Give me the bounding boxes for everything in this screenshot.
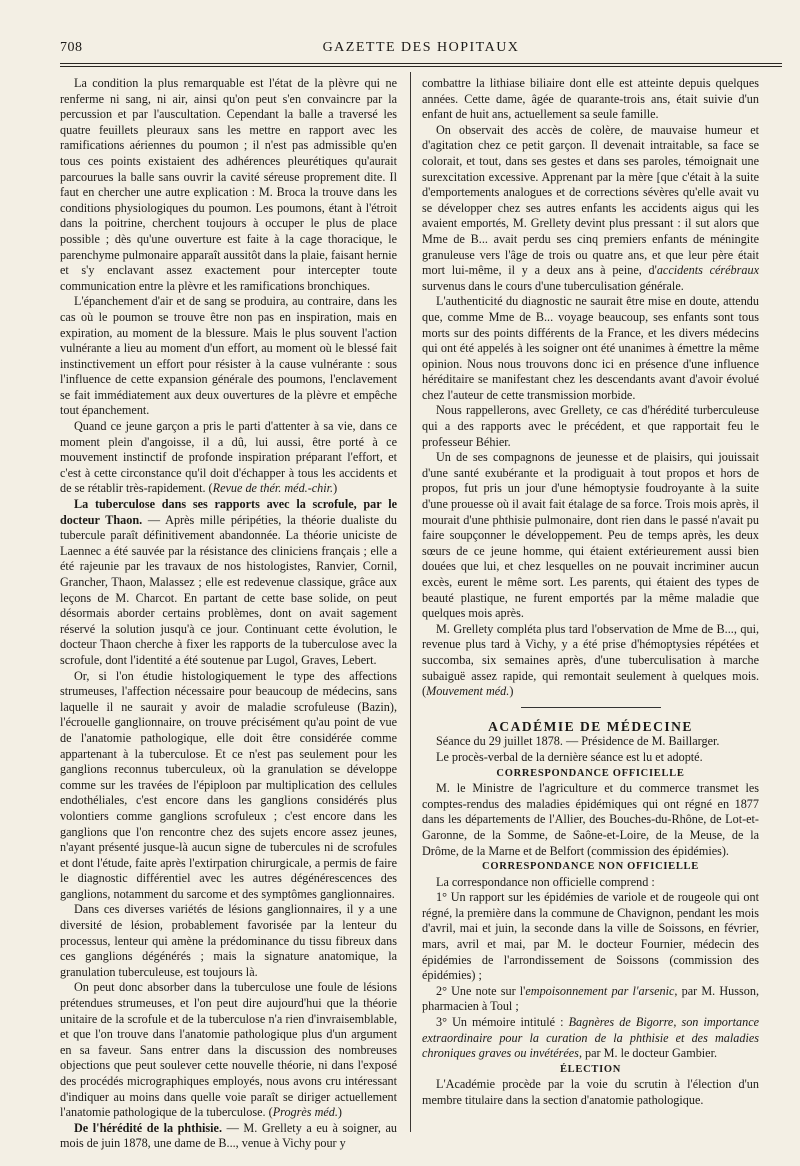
subheading: CORRESPONDANCE NON OFFICIELLE xyxy=(482,861,699,873)
column-divider xyxy=(410,72,411,1132)
source-citation: Mouvement méd. xyxy=(426,684,510,699)
paragraph: La correspondance non officielle comprend : xyxy=(436,874,655,889)
list-item: 2° Une note sur l'empoisonnement par l'arsenic, par M. Husson, pharmacien à Toul ; xyxy=(422,983,759,1014)
list-item: 1° Un rapport sur les épidémies de variole et de rougeole qui ont régné, la première dans la commune de Chavignon, pendant les mois d'avril, mai et juin, la seconde dans la ville de Soissons, en février, mars, avril et mai, par M. le docteur Fournier, médecin des épidémies de l'arrondissement de Soissons (commission des épidémies) ; xyxy=(422,890,759,983)
header-rule xyxy=(60,63,782,64)
paragraph: Le procès-verbal de la dernière séance est lu et adopté. xyxy=(436,749,703,764)
paragraph: L'Académie procède par la voie du scrutin à l'élection d'un membre titulaire dans la section d'anatomie pathologique. xyxy=(422,1077,759,1107)
article-paragraph: La tuberculose dans ses rapports avec la scrofule, par le docteur Thaon. — Après mille péripéties, la théorie dualiste du tubercule paraît définitivement abandonnée. La théorie uniciste de Laennec a été sauvée par la résistance des cliniciens français ; elle a été rajeunie par les travaux de nos histologistes, Ranvier, Cornil, Grancher, Thaon, Malassez ; elle est redevenue classique, grâce aux leçons de M. Charcot. En partant de cette base solide, on peut désormais aborder certains problèmes, dont on avait sagement réservé la solution jusqu'à ce jour. Continuant cette évolution, le docteur Thaon cherche à fixer les rapports de la tuberculose avec la scrofule, dont l'identité a été soutenue par Lugol, Graves, Lebert. xyxy=(60,497,397,667)
session-line: Séance du 29 juillet 1878. — Présidence de M. Baillarger. xyxy=(436,734,720,749)
page-number: 708 xyxy=(60,40,83,55)
paragraph: M. Grellety compléta plus tard l'observation de Mme de B..., qui, revenue plus tard à Vichy, y a été prise d'hémoptysies répétées et succomba, six semaines après, d'une tuberculisation à marche subaiguë assez rapide, qui remontait seulement à quelques mois. (Mouvement méd.) xyxy=(422,621,759,699)
page-title: GAZETTE DES HOPITAUX xyxy=(322,40,520,55)
left-column xyxy=(60,76,397,1152)
list-item: 3° Un mémoire intitulé : Bagnères de Bigorre, son importance extraordinaire pour la curation de la phthisie et des maladies chroniques graves ou invétérées, par M. le docteur Gambier. xyxy=(422,1015,760,1061)
page-header xyxy=(60,34,782,58)
section-divider xyxy=(521,707,661,709)
right-column xyxy=(422,76,759,1109)
paragraph: La condition la plus remarquable est l'état de la plèvre qui ne renferme ni sang, ni air, ainsi qu'on peut s'en convaincre par la percussion et par l'auscultation. Cependant la balle a traversé les quatre feuillets pleuraux sans les mettre en rapport avec les ramifications aériennes du poumon ; il n'est pas admissible qu'en tous ces points existaient des adhérences pleurétiques qu'aurait parcourues la balle sans ouvrir la cavité séreuse proprement dite. Il faut en chercher une autre explication : M. Broca la trouve dans les conditions physiologiques du poumon. Les poumons, étant à l'étroit dans la poitrine, cherchent toujours à occuper le plus de place possible ; dès qu'une ouverture est faite à la cage thoracique, le parenchyme pulmonaire apparaît aussitôt dans la plaie, faisant hernie et s'y enclavant assez exactement pour intercepter toute communication entre la plèvre et les ramifications bronchiques. xyxy=(60,76,397,293)
paragraph: Quand ce jeune garçon a pris le parti d'attenter à sa vie, dans ce moment plein d'angoisse, il a dû, lui aussi, être porté à ce mouvement instinctif de profonde inspiration préparant l'effort, et c'est à cette circonstance qu'il doit d'échapper à tous les accidents et de se rétablir très-rapidement. (Revue de thér. méd.-chir.) xyxy=(60,419,397,496)
paragraph: On observait des accès de colère, de mauvaise humeur et d'agitation chez ce petit garçon. Il devenait intraitable, sa face se colorait, et tout, dans ses gestes et dans ses paroles, témoignait une surexcitation excessive. Apprenant par la mère [que c'était à la suite d'emportements analogues et de corrections sévères qu'elle avait vu se développer chez ses autres enfants les accidents aigus qui les avaient emportés, M. Grellety devint plus pressant : il sut alors que Mme de B... avait perdu ses cinq premiers enfants de méningite granuleuse vers l'âge de trois ou quatre ans, et que leur père était mort lui-même, il y a deux ans à peine, d'accidents cérébraux survenus dans le cours d'une tuberculisation générale. xyxy=(422,122,759,293)
paragraph: M. le Ministre de l'agriculture et du commerce transmet les comptes-rendus des maladies épidémiques qui ont régné en 1877 dans les départements de l'Allier, des Bouches-du-Rhône, de Lot-et-Garonne, de la Somme, de Saône-et-Loire, de la Meuse, de la Drôme, de la Marne et de Belfort (commission des épidémies). xyxy=(422,781,759,858)
paragraph: Nous rappellerons, avec Grellety, ce cas d'hérédité turberculeuse qui a des rapports avec le précédent, et que rapportait feu le professeur Béhier. xyxy=(422,403,759,449)
paragraph: combattre la lithiase biliaire dont elle est atteinte depuis quelques années. Cette dame, âgée de quarante-trois ans, était suivie d'un enfant de huit ans, actuellement sa seule famille. xyxy=(422,76,759,122)
paragraph: Un de ses compagnons de jeunesse et de plaisirs, qui jouissait d'une santé exubérante et la prodiguait à tout propos et hors de propos, fut pris un jour d'une hémoptysie foudroyante à la suite d'une prouesse où il avait fait étalage de sa force. Trois mois après, il mourait d'une phthisie pulmonaire, dont rien dans le passé n'avait pu faire soupçonner le développement. Peu de temps après, les deux sœurs de ce jeune homme, qui étaient extérieurement aussi bien douées que lui, et chez lesquelles on ne pouvait incriminer aucun excès, eurent le même sort. Les parents, qui étaient des types de beauté plastique, ne furent emportés par la même maladie que quelques mois après. xyxy=(422,450,759,621)
section-title: ACADÉMIE DE MÉDECINE xyxy=(488,718,693,734)
paragraph: L'authenticité du diagnostic ne saurait être mise en doute, attendu que, comme Mme de B... voyage beaucoup, ses enfants sont tous morts sur des points différents de la France, et les divers médecins qui ont été appelés à les soigner ont été unanimes à émettre la même opinion. Nous nous trouvons donc ici en présence d'une influence héréditaire se manifestant chez les descendants avant d'avoir évolué chez l'auteur de cette transmission morbide. xyxy=(422,294,759,402)
subheading: ÉLECTION xyxy=(559,1063,622,1075)
header-rule-double xyxy=(60,66,782,67)
paragraph: Dans ces diverses variétés de lésions ganglionnaires, il y a une diversité de lésion, probablement favorisée par la lenteur du processus, lenteur qui amène la prédominance du tissu fibreux dans ces ganglions dégénérés ; mais la signature anatomique, la granulation tuberculeuse, est toujours là. xyxy=(60,902,397,979)
subheading: CORRESPONDANCE OFFICIELLE xyxy=(496,767,685,779)
source-citation: Revue de thér. méd.-chir. xyxy=(212,481,334,496)
article-paragraph: De l'hérédité de la phthisie. — M. Grellety a eu à soigner, au mois de juin 1878, une dame de B..., venue à Vichy pour y xyxy=(60,1120,397,1151)
paragraph: Or, si l'on étudie histologiquement le type des affections strumeuses, l'affection nécessaire pour beaucoup de médecins, sans laquelle il ne saurait y avoir de maladie scrofuleuse (Bazin), l'écrouelle ganglionnaire, on trouve précisément qu'au point de vue de l'anatomie pathologique, elle doit être considérée comme appartenant à la tuberculose. Et ce n'est pas seulement pour les ganglions reconnus tuberculeux, où la granulation se développe comme sur les travées de l'épiploon par multiplication des cellules endothéliales, c'est encore dans les ganglions considérés plus volontiers comme ganglions scrofuleux ; c'est encore dans les ganglions que l'on rencontre chez des sujets encore assez jeunes, n'ayant présenté jusque-là aucun signe de tubercules ni de scrofules et dont l'étude, faite après l'extirpation chirurgicale, a permis de faire le diagnostic différentiel avec les autres dégénérescences des ganglions, notamment du sarcome et des symptômes ganglionnaires. xyxy=(60,668,397,901)
paragraph: L'épanchement d'air et de sang se produira, au contraire, dans les cas où le poumon se trouve être non pas en inspiration, mais en expiration, au moment de la blessure. Mais le plus souvent l'action vulnérante a lieu au moment d'un effort, au moment où le blessé fait instinctivement un effort pour résister à la cause vulnérante : sous l'influence de cette expansion générale des poumons, l'enclavement se fait immédiatement aux deux ouvertures de la plèvre et empêche tout épanchement. xyxy=(60,294,397,418)
paragraph: On peut donc absorber dans la tuberculose une foule de lésions prétendues strumeuses, et l'on peut dire aujourd'hui que la théorie unitaire de la scrofule et de la tuberculose n'a rien d'invraisemblable, et que l'on trouve dans l'anatomie pathologique plus d'un argument en sa faveur. Sans entrer dans la discussion des nombreuses objections que peut soulever cette nouvelle théorie, ni dans l'exposé des procédés micrographiques employés, nous avons cru intéressant d'indiquer au moins dans quelle voie paraît se diriger actuellement l'anatomie pathologique de la tuberculose. (Progrès méd.) xyxy=(60,980,397,1120)
article-heading: De l'hérédité de la phthisie. xyxy=(74,1120,223,1135)
article-heading: La tuberculose dans ses rapports avec la scrofule, par le docteur Thaon. xyxy=(60,497,397,527)
source-citation: Progrès méd. xyxy=(272,1105,338,1120)
